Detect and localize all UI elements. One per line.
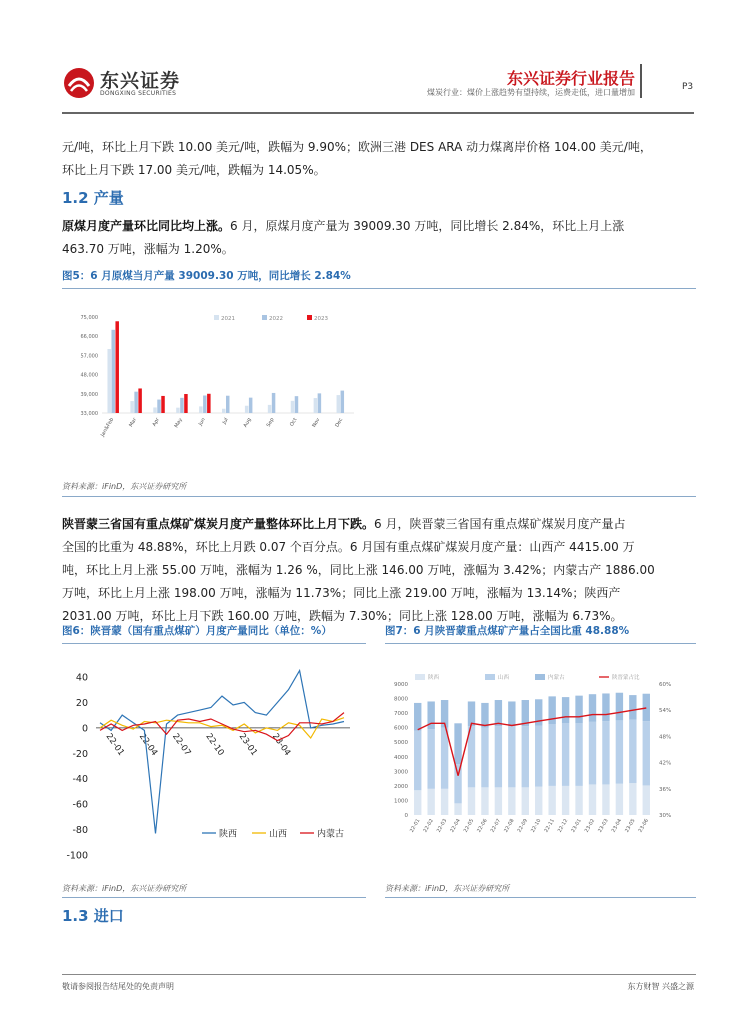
header-rule xyxy=(62,112,694,114)
bar xyxy=(115,321,119,413)
x-tick-label: Nov xyxy=(311,417,322,429)
y-tick-label: 9000 xyxy=(394,682,408,688)
y-tick-label: 39,000 xyxy=(80,391,98,398)
bar xyxy=(203,396,207,413)
x-tick-label: Oct xyxy=(288,417,299,428)
x-tick-label: 22-10 xyxy=(529,818,543,834)
bar xyxy=(134,392,138,413)
bar xyxy=(161,396,165,413)
stacked-bar xyxy=(629,783,636,815)
y-tick-label: 33,000 xyxy=(80,411,98,417)
paragraph-lead: 原煤月度产量环比同比均上涨。 xyxy=(62,219,231,233)
stacked-bar xyxy=(643,785,650,815)
brand-name-en: DONGXING SECURITIES xyxy=(100,90,177,97)
bar xyxy=(138,388,142,413)
paragraph-line: 2031.00 万吨，环比上月下跌 160.00 万吨，跌幅为 7.30%；同比上涨 128.00 万吨，涨幅为 6.73%。 xyxy=(62,609,623,623)
x-tick-label: 23-04 xyxy=(269,731,293,758)
figure5-source: 资料来源：iFinD，东兴证券研究所 xyxy=(62,482,187,491)
y-tick-label: 4000 xyxy=(394,754,408,761)
bar xyxy=(245,406,249,413)
stacked-bar xyxy=(441,789,448,815)
paragraph-line: 6 月，陕晋蒙三省国有重点煤矿煤炭月度产量占 xyxy=(374,517,626,531)
figure6-bottom-rule xyxy=(62,897,366,898)
footer-rule xyxy=(62,974,696,975)
dongxing-logo-icon xyxy=(62,66,96,100)
x-tick-label: 22-09 xyxy=(516,818,530,834)
x-tick-label: 22-04 xyxy=(449,818,462,834)
bar xyxy=(130,401,134,413)
y-tick-label: 7000 xyxy=(394,711,408,718)
legend-swatch xyxy=(214,315,219,320)
stacked-bar xyxy=(575,723,582,786)
stacked-bar xyxy=(427,729,434,789)
paragraph-line: 元/吨，环比上月下跌 10.00 美元/吨，跌幅为 9.90%；欧洲三港 DES ARA 动力煤离岸价格 104.00 美元/吨， xyxy=(62,140,652,154)
x-tick-label: May xyxy=(173,417,184,429)
paragraph-line: 全国的比重为 48.88%，环比上月跌 0.07 个百分点。6 月国有重点煤矿煤炭月度产量：山西产 4415.00 万 xyxy=(62,540,635,554)
stacked-bar xyxy=(602,784,609,815)
figure5-caption: 图5：6 月原煤当月产量 39009.30 万吨，同比增长 2.84% xyxy=(62,270,351,282)
figure7-bottom-rule xyxy=(385,897,696,898)
bar xyxy=(268,405,272,413)
legend-swatch xyxy=(535,674,545,680)
y-right-tick-label: 60% xyxy=(659,682,672,688)
stacked-bar xyxy=(575,696,582,724)
stacked-bar xyxy=(616,693,623,721)
stacked-bar xyxy=(562,697,569,723)
y-right-tick-label: 54% xyxy=(659,708,672,715)
paragraph-raw-coal xyxy=(62,215,696,261)
y-tick-label: 0 xyxy=(81,723,88,735)
x-tick-label: 23-05 xyxy=(624,818,637,834)
bar xyxy=(291,401,295,413)
footer-disclaimer: 敬请参阅报告结尾处的免责声明 xyxy=(62,982,174,991)
legend-swatch xyxy=(485,674,495,680)
paragraph-line: 环比上月下跌 17.00 美元/吨，跌幅为 14.05%。 xyxy=(62,163,326,177)
paragraph-lead: 陕晋蒙三省国有重点煤矿煤炭月度产量整体环比上月下跌。 xyxy=(62,517,375,531)
stacked-bar xyxy=(535,787,542,815)
bar xyxy=(176,408,180,413)
y-tick-label: 0 xyxy=(404,813,408,819)
stacked-bar xyxy=(414,731,421,791)
x-tick-label: 22-10 xyxy=(203,731,226,758)
x-tick-label: Mar xyxy=(128,417,139,429)
stacked-bar xyxy=(616,720,623,783)
x-tick-label: 22-07 xyxy=(170,731,193,758)
y-tick-label: 2000 xyxy=(394,783,408,790)
x-tick-label: 22-08 xyxy=(503,818,516,834)
stacked-bar xyxy=(508,726,515,787)
legend-label: 内蒙古 xyxy=(548,675,565,681)
x-tick-label: 22-05 xyxy=(462,818,476,834)
report-subtitle: 煤炭行业：煤价上涨趋势有望持续，运费走低，进口量增加 xyxy=(427,88,635,97)
x-tick-label: 22-03 xyxy=(435,818,449,834)
stacked-bar xyxy=(495,726,502,787)
stacked-bar xyxy=(468,787,475,815)
legend-label: 山西 xyxy=(498,675,510,681)
y-right-tick-label: 42% xyxy=(659,760,672,767)
stacked-bar xyxy=(481,728,488,788)
stacked-bar xyxy=(481,703,488,728)
bar xyxy=(295,396,299,413)
x-tick-label: 23-06 xyxy=(637,818,651,834)
stacked-bar xyxy=(454,723,461,764)
x-tick-label: Apr xyxy=(151,417,162,428)
bar xyxy=(272,393,276,413)
y-tick-label: -100 xyxy=(66,850,88,862)
y-tick-label: 6000 xyxy=(394,725,408,732)
x-tick-label: 23-02 xyxy=(583,818,597,834)
bar xyxy=(157,400,161,413)
stacked-bar xyxy=(414,790,421,815)
stacked-bar xyxy=(548,786,555,815)
stacked-bar xyxy=(454,803,461,815)
figure7-caption-rule xyxy=(385,643,696,644)
x-tick-label: 22-01 xyxy=(103,731,126,758)
y-tick-label: -80 xyxy=(72,825,88,837)
bar xyxy=(222,409,226,413)
report-title: 东兴证券行业报告 xyxy=(506,69,635,88)
y-tick-label: 66,000 xyxy=(80,334,98,341)
bar xyxy=(180,398,184,413)
y-tick-label: 20 xyxy=(75,697,88,709)
bar xyxy=(341,391,345,413)
stacked-bar xyxy=(441,728,448,789)
x-tick-label: 23-01 xyxy=(236,731,259,758)
paragraph-prices xyxy=(62,136,696,182)
x-tick-label: 23-04 xyxy=(610,818,624,834)
stacked-bar xyxy=(589,722,596,785)
x-tick-label: Aug xyxy=(242,417,253,429)
stacked-bar xyxy=(522,787,529,815)
stacked-bar xyxy=(535,725,542,786)
y-tick-label: 3000 xyxy=(394,769,408,776)
paragraph-line: 万吨，环比上月上涨 198.00 万吨，涨幅为 11.73%；同比上涨 219.00 万吨，涨幅为 13.14%；陕西产 xyxy=(62,586,621,600)
figure5-caption-rule xyxy=(62,288,696,289)
x-tick-label: 22-07 xyxy=(489,818,503,834)
stacked-bar xyxy=(616,784,623,815)
legend-swatch xyxy=(415,674,425,680)
paragraph-provinces xyxy=(62,513,696,628)
y-tick-label: 40 xyxy=(75,672,88,684)
y-right-tick-label: 30% xyxy=(659,813,672,819)
legend-label: 内蒙古 xyxy=(317,829,345,840)
section-heading-imports: 1.3 进口 xyxy=(62,907,124,925)
legend-label: 2021 xyxy=(221,316,235,322)
y-tick-label: -60 xyxy=(72,799,88,811)
ratio-line xyxy=(418,708,647,776)
paragraph-line: 吨，环比上月上涨 55.00 万吨，涨幅为 1.26 %，同比上涨 146.00 万吨，涨幅为 3.42%；内蒙古产 1886.00 xyxy=(62,563,655,577)
paragraph-line: 463.70 万吨，涨幅为 1.20%。 xyxy=(62,242,234,256)
figure6-caption-rule xyxy=(62,643,366,644)
legend-swatch xyxy=(307,315,312,320)
x-tick-label: 22-02 xyxy=(422,818,435,834)
bar xyxy=(111,330,115,413)
y-tick-label: -40 xyxy=(72,774,88,786)
legend-label: 陕西 xyxy=(428,675,440,681)
y-tick-label: 1000 xyxy=(394,798,408,805)
legend-swatch xyxy=(262,315,267,320)
brand-name-cn: 东兴证券 xyxy=(100,70,181,92)
y-right-tick-label: 48% xyxy=(659,734,672,741)
bar xyxy=(199,406,203,413)
y-tick-label: 8000 xyxy=(394,696,408,703)
stacked-bar xyxy=(508,701,515,726)
stacked-bar xyxy=(495,700,502,726)
stacked-bar xyxy=(629,720,636,783)
figure7-caption: 图7：6 月陕晋蒙重点煤矿产量占全国比重 48.88% xyxy=(385,625,630,637)
x-tick-label: 22-04 xyxy=(136,731,160,758)
bar xyxy=(153,407,157,413)
legend-label: 2023 xyxy=(314,316,328,322)
x-tick-label: Dec xyxy=(334,417,345,429)
stacked-bar xyxy=(643,694,650,721)
page-number: P3 xyxy=(682,82,694,92)
y-tick-label: 48,000 xyxy=(80,372,98,379)
stacked-bar xyxy=(629,695,636,720)
y-tick-label: 5000 xyxy=(394,740,408,747)
legend-label: 2022 xyxy=(269,316,283,322)
bar xyxy=(314,398,318,413)
bar xyxy=(337,395,341,413)
stacked-bar xyxy=(468,701,475,726)
stacked-bar xyxy=(589,784,596,815)
stacked-bar xyxy=(522,726,529,787)
figure5-bar-chart xyxy=(62,305,362,455)
y-tick-label: 57,000 xyxy=(80,353,98,360)
x-tick-label: Jan&Feb xyxy=(99,417,116,438)
stacked-bar xyxy=(562,723,569,786)
figure7-source: 资料来源：iFinD，东兴证券研究所 xyxy=(385,884,510,893)
x-tick-label: 22-11 xyxy=(543,818,556,834)
stacked-bar xyxy=(548,724,555,786)
stacked-bar xyxy=(454,764,461,803)
stacked-bar xyxy=(427,789,434,815)
x-tick-label: 23-01 xyxy=(570,818,583,834)
stacked-bar xyxy=(495,787,502,815)
legend-label: 陕晋蒙占比 xyxy=(612,675,640,681)
legend-label: 山西 xyxy=(269,829,288,840)
stacked-bar xyxy=(575,786,582,815)
stacked-bar xyxy=(414,703,421,731)
stacked-bar xyxy=(481,787,488,815)
figure7-combo-chart xyxy=(385,668,696,850)
stacked-bar xyxy=(589,694,596,722)
bar xyxy=(318,393,322,413)
x-tick-label: Jun xyxy=(197,417,207,427)
bar xyxy=(249,398,253,413)
figure6-source: 资料来源：iFinD，东兴证券研究所 xyxy=(62,884,187,893)
paragraph-line: 6 月，原煤月度产量为 39009.30 万吨，同比增长 2.84%，环比上月上涨 xyxy=(230,219,625,233)
y-tick-label: 75,000 xyxy=(80,315,98,321)
header-divider xyxy=(640,64,642,98)
stacked-bar xyxy=(602,693,609,721)
section-heading-output: 1.2 产量 xyxy=(62,189,124,207)
y-right-tick-label: 36% xyxy=(659,786,672,793)
x-tick-label: 22-12 xyxy=(556,818,570,834)
figure5-bottom-rule xyxy=(62,496,696,497)
stacked-bar xyxy=(643,721,650,785)
figure6-line-chart xyxy=(62,660,362,870)
bar xyxy=(107,349,111,413)
stacked-bar xyxy=(602,721,609,784)
bar xyxy=(207,394,211,413)
stacked-bar xyxy=(562,786,569,815)
x-tick-label: Sep xyxy=(265,417,276,429)
legend-label: 陕西 xyxy=(219,829,238,840)
x-tick-label: Jul xyxy=(221,417,230,426)
y-tick-label: -20 xyxy=(72,748,88,760)
stacked-bar xyxy=(508,787,515,815)
x-tick-label: 23-03 xyxy=(597,818,610,834)
bar xyxy=(184,394,188,413)
figure6-caption: 图6：陕晋蒙（国有重点煤矿）月度产量同比（单位：%） xyxy=(62,625,332,637)
x-tick-label: 22-01 xyxy=(408,818,422,834)
x-tick-label: 22-06 xyxy=(476,818,489,834)
bar xyxy=(226,396,230,413)
footer-slogan: 东方财智 兴盛之源 xyxy=(627,982,694,991)
